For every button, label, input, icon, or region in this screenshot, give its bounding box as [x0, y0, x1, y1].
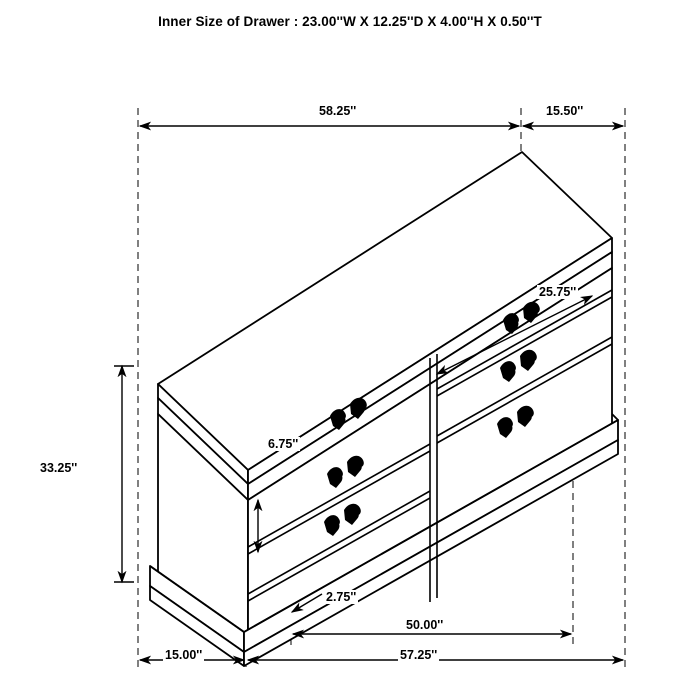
dimension-diagonal-depth: 25.75'' — [539, 285, 577, 299]
dimension-side-depth: 15.00'' — [165, 648, 203, 662]
dimension-top-width-main: 58.25'' — [319, 104, 357, 118]
dimension-base-height: 2.75'' — [326, 590, 357, 604]
dresser-body — [150, 152, 618, 666]
dimension-base-width-front: 50.00'' — [406, 618, 444, 632]
page-title: Inner Size of Drawer : 23.00''W X 12.25''D X 4.00''H X 0.50''T — [158, 14, 542, 29]
dimension-overall-height: 33.25'' — [40, 461, 78, 475]
dimension-top-width-side: 15.50'' — [546, 104, 584, 118]
dimension-drawer-height: 6.75'' — [268, 437, 299, 451]
dimension-overall-width: 57.25'' — [400, 648, 438, 662]
